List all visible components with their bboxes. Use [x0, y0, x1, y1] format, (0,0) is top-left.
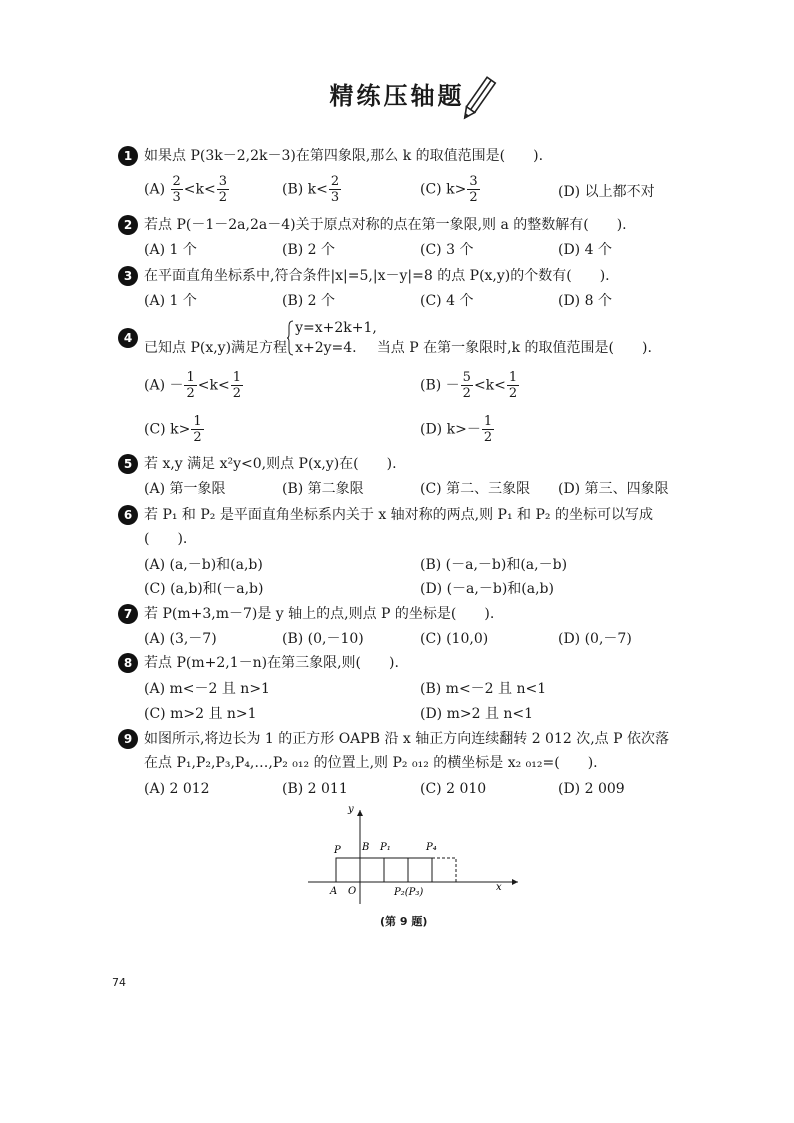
square-2	[384, 858, 408, 882]
option-d: (D) m>2 且 n<1	[420, 706, 534, 722]
option-c: (C) (10,0)	[420, 631, 489, 647]
option-a: (A) $\frac{2}{3}$ <k< $\frac{3}{2}$	[144, 174, 228, 205]
option-b: (B) (0,－10)	[282, 631, 364, 647]
label-b: B	[362, 842, 370, 853]
option-a: (A) 1 个	[144, 293, 197, 309]
option-b: (B) － $\frac{5}{2}$ <k< $\frac{1}{2}$	[420, 370, 518, 401]
question-stem-line2: 在点 P₁,P₂,P₃,P₄,…,P₂ ₀₁₂ 的位置上,则 P₂ ₀₁₂ 的横坐标是 x₂ ₀₁₂=( ).	[144, 755, 598, 771]
option-d: (D) 2 009	[558, 781, 625, 797]
label-p2p3: P₂(P₃)	[394, 887, 424, 898]
question-stem: 若点 P(－1－2a,2a－4)关于原点对称的点在第一象限,则 a 的整数解有( ).	[144, 217, 627, 233]
equation-system: y=x+2k+1, x+2y=4.	[287, 318, 377, 358]
label-o: O	[348, 886, 357, 897]
option-d: (D) 8 个	[558, 293, 612, 309]
question-stem: 在平面直角坐标系中,符合条件|x|=5,|x－y|=8 的点 P(x,y)的个数有( ).	[144, 268, 610, 284]
option-c: (C) k> $\frac{1}{2}$	[144, 414, 202, 445]
option-b: (B) 2 个	[282, 242, 336, 258]
question-stem: 若 P₁ 和 P₂ 是平面直角坐标系内关于 x 轴对称的两点,则 P₁ 和 P₂ 的坐标可以写成	[144, 507, 653, 523]
question-number: 7	[118, 604, 138, 624]
question-stem: 若点 P(m+2,1－n)在第三象限,则( ).	[144, 655, 399, 671]
question-stem: 如图所示,将边长为 1 的正方形 OAPB 沿 x 轴正方向连续翻转 2 012 次,点 P 依次落	[144, 731, 669, 747]
option-c: (C) 4 个	[420, 293, 474, 309]
square-3	[408, 858, 432, 882]
option-c: (C) k> $\frac{3}{2}$	[420, 174, 478, 205]
option-b: (B) k< $\frac{2}{3}$	[282, 174, 340, 205]
square-original	[336, 858, 360, 882]
option-d: (D) k>－ $\frac{1}{2}$	[420, 414, 493, 445]
question-number: 3	[118, 266, 138, 286]
title-block	[0, 76, 794, 111]
option-b: (B) 2 011	[282, 781, 348, 797]
question-number: 1	[118, 146, 138, 166]
question-stem: 已知点 P(x,y)满足方程 y=x+2k+1, x+2y=4. 当点 P 在第一象限时,k 的取值范围是( ).	[144, 320, 652, 356]
option-c: (C) m>2 且 n>1	[144, 706, 257, 722]
pencil-icon	[458, 74, 498, 124]
question-number: 2	[118, 215, 138, 235]
question-stem: 若 x,y 满足 x²y<0,则点 P(x,y)在( ).	[144, 456, 397, 472]
label-x: x	[496, 882, 502, 893]
option-a: (A) 第一象限	[144, 481, 226, 497]
option-b: (B) 2 个	[282, 293, 336, 309]
brace-icon	[287, 320, 293, 356]
label-a: A	[330, 886, 338, 897]
question-stem: 如果点 P(3k－2,2k－3)在第四象限,那么 k 的取值范围是( ).	[144, 148, 544, 164]
option-a: (A) m<－2 且 n>1	[144, 681, 270, 697]
question-number: 9	[118, 729, 138, 749]
square-1	[360, 858, 384, 882]
option-c: (C) 第二、三象限	[420, 481, 531, 497]
option-a: (A) 1 个	[144, 242, 197, 258]
question-stem-line2: ( ).	[144, 531, 188, 547]
question-number: 6	[118, 505, 138, 525]
option-d: (D) (0,－7)	[558, 631, 632, 647]
option-c: (C) (a,b)和(－a,b)	[144, 581, 264, 597]
option-d: (D) 4 个	[558, 242, 612, 258]
label-p: P	[334, 845, 341, 856]
option-d: (D) 以上都不对	[558, 184, 655, 200]
option-a: (A) － $\frac{1}{2}$ <k< $\frac{1}{2}$	[144, 370, 241, 401]
option-d: (D) 第三、四象限	[558, 481, 669, 497]
option-a: (A) (a,－b)和(a,b)	[144, 557, 263, 573]
question-stem: 若 P(m+3,m－7)是 y 轴上的点,则点 P 的坐标是( ).	[144, 606, 495, 622]
page-number: 74	[112, 976, 126, 989]
option-a: (A) (3,－7)	[144, 631, 217, 647]
question-number: 4	[118, 328, 138, 348]
option-c: (C) 3 个	[420, 242, 474, 258]
option-b: (B) m<－2 且 n<1	[420, 681, 547, 697]
page-title: 精练压轴题	[329, 82, 465, 110]
option-b: (B) 第二象限	[282, 481, 364, 497]
question-number: 8	[118, 653, 138, 673]
label-y: y	[348, 804, 354, 815]
option-c: (C) 2 010	[420, 781, 487, 797]
option-b: (B) (－a,－b)和(a,－b)	[420, 557, 568, 573]
label-p4: P₄	[426, 842, 437, 853]
q9-figure	[300, 798, 530, 910]
figure-caption: (第 9 题)	[380, 915, 428, 928]
label-p1: P₁	[380, 842, 391, 853]
option-d: (D) (－a,－b)和(a,b)	[420, 581, 554, 597]
question-number: 5	[118, 454, 138, 474]
square-dashed	[432, 858, 456, 882]
option-a: (A) 2 012	[144, 781, 210, 797]
